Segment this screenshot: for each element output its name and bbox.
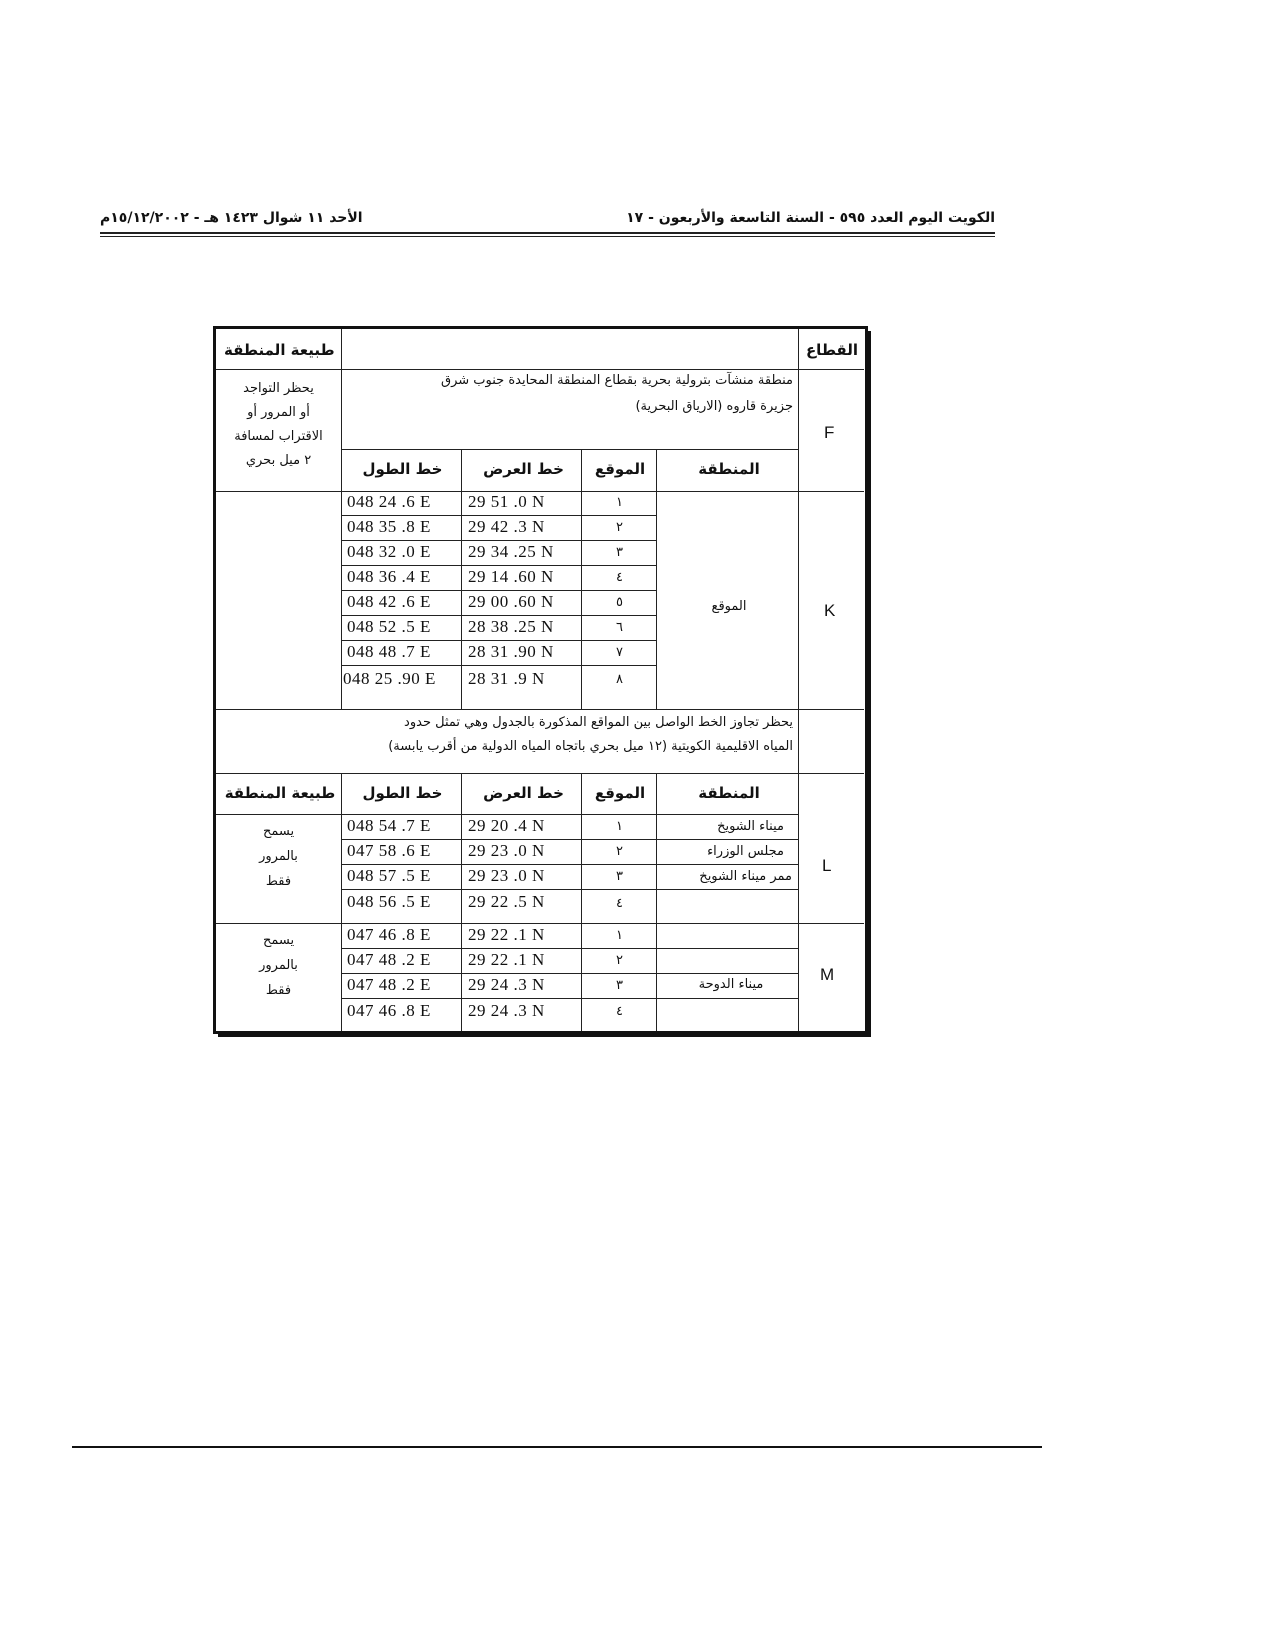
location-number: ٣ [616,545,623,560]
f-description-line1: منطقة منشآت بترولية بحرية بقطاع المنطقة المحايدة جنوب شرق [440,373,793,388]
table-row [341,540,656,565]
header-location: الموقع [594,460,646,478]
longitude-cell: 048 32 .0 E [347,542,431,561]
latitude-cell: 29 22 .5 N [468,892,545,911]
l-nature [216,819,341,894]
f-description-line2: جزيرة قاروه (الارياق البحرية) [635,399,793,414]
sector-f: F [824,423,835,442]
location-number: ٥ [616,595,623,610]
f-nature [216,377,341,473]
latitude-cell: 29 23 .0 N [468,841,545,860]
sector-k: K [824,601,836,620]
m-nature-line: فقط [265,983,292,998]
location-number: ٢ [616,953,623,968]
location-number: ٤ [616,896,623,911]
l-rows [341,814,798,923]
area-name: ميناء الشويخ [717,819,784,834]
location-number: ٣ [616,869,623,884]
m-nature-line: يسمح [262,933,295,948]
table-row [341,491,656,515]
table-row [341,998,656,1028]
longitude-cell: 047 58 .6 E [347,841,431,860]
longitude-cell: 048 25 .90 E [343,669,436,688]
location-number: ٢ [616,844,623,859]
header-latitude: خط العرض [483,460,564,478]
longitude-cell: 047 46 .8 E [347,925,431,944]
latitude-cell: 29 00 .60 N [468,592,554,611]
header-latitude-2: خط العرض [483,784,564,802]
header-date: الأحد ١١ شوال ١٤٢٣ هـ - ١٥/١٢/٢٠٠٢م [100,210,363,226]
header-nature: طبيعة المنطقة [224,341,335,359]
l-nature-line: بالمرور [259,849,298,864]
longitude-cell: 047 48 .2 E [347,950,431,969]
table-row [341,615,656,640]
location-number: ٤ [616,570,623,585]
table-row [341,948,656,973]
table-row [341,814,798,839]
header-longitude-2: خط الطول [362,784,443,802]
longitude-cell: 048 48 .7 E [347,642,431,661]
k-rows [341,491,656,709]
latitude-cell: 29 22 .1 N [468,925,545,944]
longitude-cell: 048 24 .6 E [347,492,431,511]
longitude-cell: 048 36 .4 E [347,567,431,586]
location-number: ٢ [616,520,623,535]
location-number: ٤ [616,1004,623,1019]
longitude-cell: 048 52 .5 E [347,617,431,636]
area-name: ممر ميناء الشويخ [699,869,792,884]
latitude-cell: 29 22 .1 N [468,950,545,969]
latitude-cell: 29 51 .0 N [468,492,545,511]
header-publication: الكويت اليوم العدد ٥٩٥ - السنة التاسعة والأربعون - ١٧ [626,210,995,226]
location-number: ٨ [616,672,623,687]
area-name: مجلس الوزراء [707,844,784,859]
latitude-cell: 29 24 .3 N [468,975,545,994]
latitude-cell: 29 23 .0 N [468,866,545,885]
l-nature-line: فقط [265,874,292,889]
k-note-line1: يحظر تجاوز الخط الواصل بين المواقع المذكورة بالجدول وهي تمثل حدود [404,715,793,730]
table-row [341,565,656,590]
m-nature [216,928,341,1003]
latitude-cell: 28 38 .25 N [468,617,554,636]
f-nature-line: ٢ ميل بحري [245,453,312,468]
longitude-cell: 048 42 .6 E [347,592,431,611]
header-area: المنطقة [698,460,760,478]
location-number: ١ [616,495,623,510]
location-number: ٦ [616,620,623,635]
l-nature-line: يسمح [262,824,295,839]
location-number: ١ [616,819,623,834]
header-longitude: خط الطول [362,460,443,478]
table-row [341,515,656,540]
sector-m: M [820,965,835,984]
table-row [341,923,656,948]
table-row [341,889,798,923]
f-nature-line: أو المرور أو [247,405,310,420]
sector-l: L [822,856,832,875]
page-header [100,208,995,234]
longitude-cell: 047 46 .8 E [347,1001,431,1020]
table-row [341,839,798,864]
table-row [341,665,656,709]
table-row [341,640,656,665]
longitude-cell: 048 56 .5 E [347,892,431,911]
longitude-cell: 048 57 .5 E [347,866,431,885]
table-row [341,973,656,998]
latitude-cell: 28 31 .90 N [468,642,554,661]
location-number: ٧ [616,645,623,660]
header-nature-2: طبيعة المنطقة [224,784,336,802]
header-location-2: الموقع [594,784,646,802]
f-nature-line: الاقتراب لمسافة [234,429,323,444]
regulation-table [213,326,868,1034]
footer-rule [72,1446,1042,1448]
latitude-cell: 28 31 .9 N [468,669,545,688]
k-area: الموقع [711,599,747,614]
m-area: ميناء الدوحة [698,977,764,992]
f-nature-line: يحظر التواجد [243,381,314,396]
location-number: ٣ [616,978,623,993]
m-rows [341,923,656,1028]
table-row [341,590,656,615]
table-row [341,864,798,889]
header-sector: القطاع [805,341,858,359]
latitude-cell: 29 14 .60 N [468,567,554,586]
latitude-cell: 29 20 .4 N [468,816,545,835]
m-nature-line: بالمرور [259,958,298,973]
location-number: ١ [616,928,623,943]
latitude-cell: 29 24 .3 N [468,1001,545,1020]
latitude-cell: 29 42 .3 N [468,517,545,536]
longitude-cell: 047 48 .2 E [347,975,431,994]
latitude-cell: 29 34 .25 N [468,542,554,561]
longitude-cell: 048 54 .7 E [347,816,431,835]
header-area-2: المنطقة [698,784,760,802]
longitude-cell: 048 35 .8 E [347,517,431,536]
k-note-line2: المياه الاقليمية الكويتية (١٢ ميل بحري باتجاه المياه الدولية من أقرب يابسة) [388,739,793,754]
